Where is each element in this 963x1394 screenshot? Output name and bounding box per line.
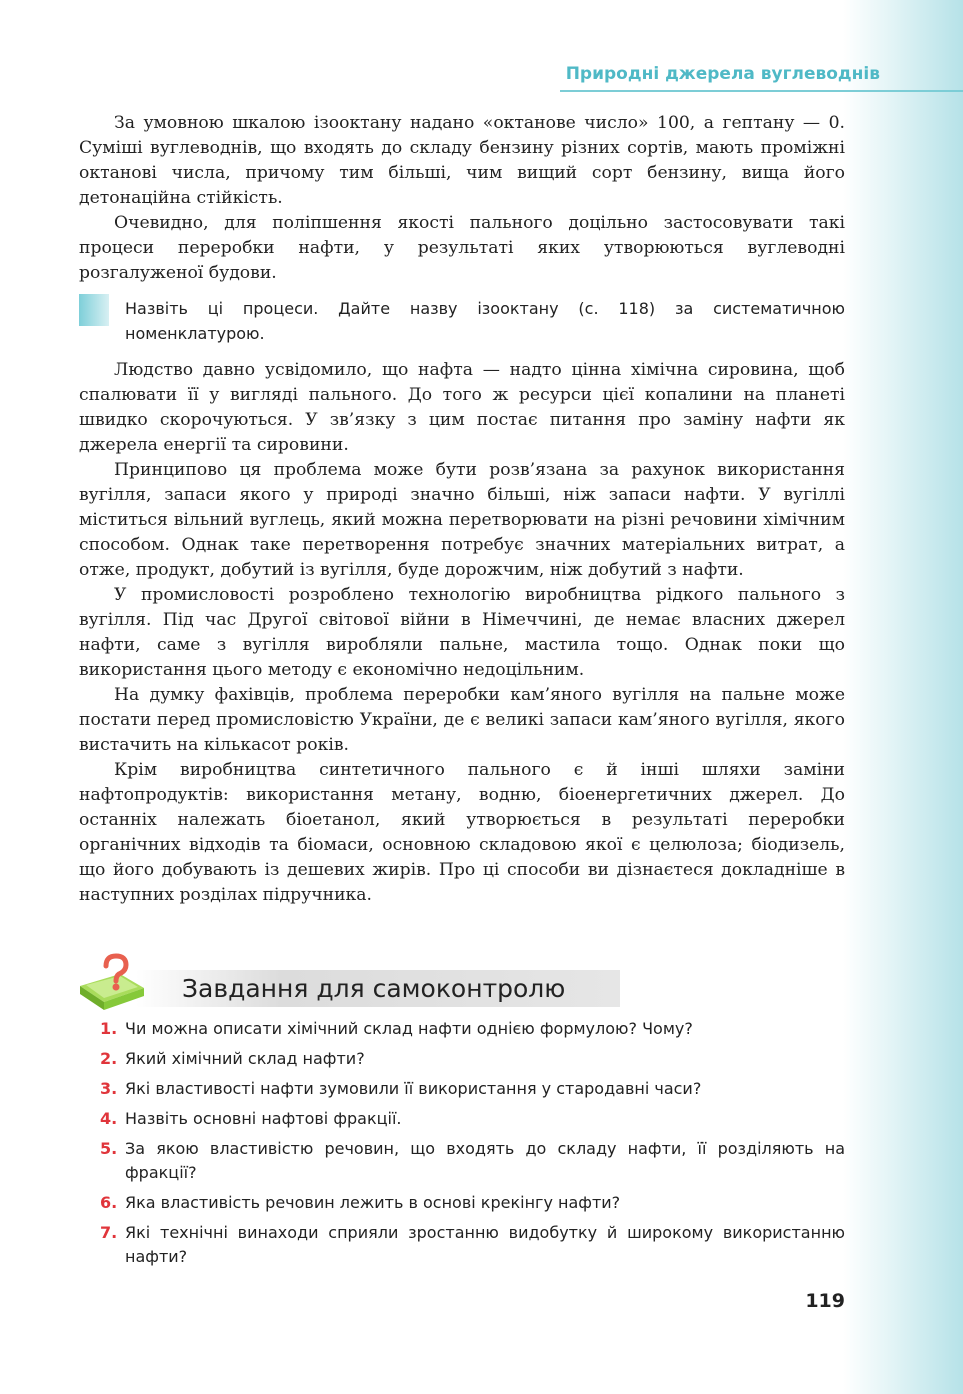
page-number: 119 <box>805 1290 845 1312</box>
task-number: 1. <box>100 1019 118 1038</box>
callout-marker <box>79 294 109 326</box>
paragraph: Принципово ця проблема може бути розв’язана за рахунок використання вугілля, запаси якого у природі значно більші, ніж запаси нафти. У вугіллі міститься вільний вуглець, який можна перетворювати на різні речовини хімічним способом. Однак таке перетворення потребує значних матеріальних витрат, а отже, продукт, добутий із вугілля, буде дорожчим, ніж добутий з нафти. <box>79 460 845 580</box>
task-text: За якою властивістю речовин, що входять до складу нафти, її розділяють на фракції? <box>125 1139 845 1182</box>
text-block-2 <box>79 358 845 908</box>
paragraph: Крім виробництва синтетичного пального є й інші шляхи заміни нафтопродуктів: використання метану, водню, біоенергетичних джерел. До останніх належать біоетанол, який утворюється в результаті переробки органічних відходів та біомаси, основною складовою якої є целюлоза; біодизель, що його добувають із дешевих жирів. Про ці способи ви дізнаєтеся докладніше в наступних розділах підручника. <box>79 760 845 905</box>
task-text: Які властивості нафти зумовили її використання у стародавні часи? <box>125 1079 702 1098</box>
task-text: Яка властивість речовин лежить в основі крекінгу нафти? <box>125 1193 621 1212</box>
task-text: Які технічні винаходи сприяли зростанню видобутку й широкому використанню нафти? <box>125 1223 845 1266</box>
header-rule <box>560 90 963 92</box>
task-text: Назвіть основні нафтові фракції. <box>125 1109 402 1128</box>
task-item <box>100 1107 845 1131</box>
task-item <box>100 1137 845 1185</box>
question-callout <box>79 294 845 346</box>
task-number: 7. <box>100 1223 118 1242</box>
task-item <box>100 1047 845 1071</box>
task-number: 4. <box>100 1109 118 1128</box>
task-number: 5. <box>100 1139 118 1158</box>
task-number: 3. <box>100 1079 118 1098</box>
self-control-header <box>76 952 621 1012</box>
task-number: 2. <box>100 1049 118 1068</box>
paragraph: Людство давно усвідомило, що нафта — надто цінна хімічна сировина, щоб спалювати її у вигляді пального. До того ж ресурси цієї копалини на планеті швидко скорочуються. У зв’язку з цим постає питання про заміну нафти як джерела енергії та сировини. <box>79 360 845 455</box>
text-block-1 <box>79 111 845 286</box>
task-list <box>100 1017 845 1275</box>
section-title: Завдання для самоконтролю <box>182 974 566 1003</box>
paragraph: На думку фахівців, проблема переробки кам’яного вугілля на пальне може постати перед промисловістю України, де є великі запаси кам’яного вугілля, якого вистачить на кількасот років. <box>79 685 845 755</box>
paragraph: За умовною шкалою ізооктану надано «октанове число» 100, а гептану — 0. Суміші вуглеводнів, що входять до складу бензину різних сортів, мають проміжні октанові числа, причому тим більші, чим вищий сорт бензину, вища його детонаційна стійкість. <box>79 113 845 208</box>
task-text: Який хімічний склад нафти? <box>125 1049 365 1068</box>
task-item <box>100 1077 845 1101</box>
running-head: Природні джерела вуглеводнів <box>565 64 880 84</box>
decorative-side-band <box>843 0 963 1394</box>
paragraph: У промисловості розроблено технологію виробництва рідкого пального з вугілля. Під час Другої світової війни в Німеччині, де немає власних джерел нафти, саме з вугілля виробляли пальне, мастила тощо. Однак поки що використання цього методу є економічно недоцільним. <box>79 585 845 680</box>
task-item <box>100 1221 845 1269</box>
task-text: Чи можна описати хімічний склад нафти однією формулою? Чому? <box>125 1019 693 1038</box>
task-item <box>100 1017 845 1041</box>
callout-question-text: Назвіть ці процеси. Дайте назву ізооктану (с. 118) за систематичною номенклатурою. <box>125 299 845 343</box>
task-item <box>100 1191 845 1215</box>
book-question-icon <box>76 952 146 1014</box>
task-number: 6. <box>100 1193 118 1212</box>
paragraph: Очевидно, для поліпшення якості пального доцільно застосовувати такі процеси переробки нафти, у результаті яких утворюються вуглеводні розгалуженої будови. <box>79 213 845 283</box>
